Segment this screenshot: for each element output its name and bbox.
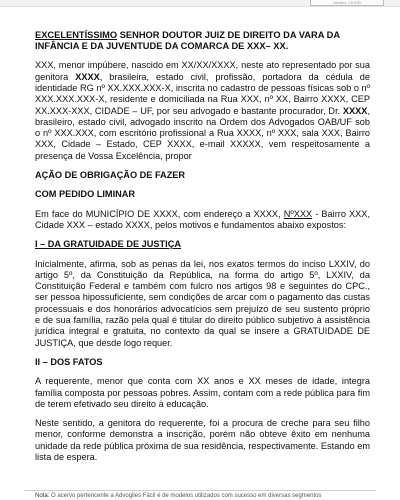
intro-text-a: XXX, menor impúbere, nascido em XX/XX/XXXX, neste ato representado por sua genitora (35, 60, 370, 82)
model-tab: Modelo: 15.000 (310, 0, 384, 6)
intro-text-e: , brasileiro, estado civil, advogado inscrito na Ordem dos Advogados OAB/UF sob o nº XXX.XXX, com escritório profissional a Rua XXXX, nº XXX, sala XXX, Bairro XXX, Cidade – Estado, CEP XXXX, e-mail XXXXX, vem respeitosamente a presença de Vossa Excelência, propor (35, 105, 370, 161)
note-text: O acervo pertencente a Advogiles Fácil é de modelos utilizados com sucesso em diversas segmentos (51, 493, 322, 499)
footer-divider (24, 490, 376, 491)
address-number: NºXXX (283, 208, 313, 219)
intro-text-c: , brasileira, estado civil, profissão, portadora da cédula de identidade RG nº XX.XXX.XXX-X, inscrita no cadastro de pessoas físicas sob o nº XXX.XXX.XXX-X, residente e domiciliada na Rua XXX, nº XX, Bairro XXXX, CEP XX.XXX-XXX, CIDADE – UF, por seu advogado e bastante procurador, Dr. (35, 71, 370, 116)
footer-note (35, 492, 385, 500)
title-lead: EXCELENTÍSSIMO (35, 30, 118, 40)
against-text-c: - Bairro XXX, Cidade XXX – estado XXXX, pelos motivos e fundamentos abaixo expostos: (35, 208, 370, 230)
note-label: Nota: (35, 493, 50, 499)
section1-paragraph: Inicialmente, afirma, sob as penas da lei, nos exatos termos do inciso LXXIV, do artigo 5º, da Constituição da República, na forma do artigo 5º, LXXIV, da Constituição Federal e também com fulcro nos artigos 98 e seguintes do CPC., ser pessoa hipossuficiente, sem condições de arcar com o pagamento das custas processuais e dos honorários advocatícios sem prejuízo de seu sustento próprio e de sua família, razão pela qual é titular do direito público subjetivo à assistência jurídica integral e gratuita, no contexto da qual se insere a GRATUIDADE DE JUSTIÇA, que desde logo requer. (35, 258, 370, 348)
lawyer-name: XXXX (342, 105, 368, 116)
intro-paragraph (35, 60, 370, 162)
against-text-a: Em face do MUNICÍPIO DE XXXX, com endereço a XXXX, (35, 208, 284, 219)
section1-title (35, 239, 370, 250)
document-page (35, 30, 370, 471)
top-bar (0, 0, 400, 7)
section1-title-text: I – DA GRATUIDADE DE JUSTIÇA (35, 239, 181, 250)
action-title: AÇÃO DE OBRIGAÇÃO DE FAZER (35, 170, 186, 181)
mother-name: XXXX (75, 71, 100, 82)
action-subtitle: COM PEDIDO LIMINAR (35, 189, 136, 200)
section2-paragraph-2: Neste sentido, a genitora do requerente, foi a procura de creche para seu filho menor, conforme demonstra a inscrição, porém não obteve êxito em nenhuma unidade da rede pública próxima de sua residência, respectivamente. Estando em lista de espera. (35, 418, 370, 463)
section2-title: II – DOS FATOS (35, 356, 103, 367)
document-title (35, 30, 370, 52)
title-rest: SENHOR DOUTOR JUIZ DE DIREITO DA VARA DA INFÂNCIA E DA JUVENTUDE DA COMARCA DE XXX– XX. (35, 30, 340, 52)
section2-paragraph-1: A requerente, menor que conta com XX anos e XX meses de idade, integra família composta por pessoas pobres. Assim, contam com a rede pública para fim de terem efetivado seu direito à educação. (35, 376, 370, 409)
against-paragraph (35, 209, 370, 232)
